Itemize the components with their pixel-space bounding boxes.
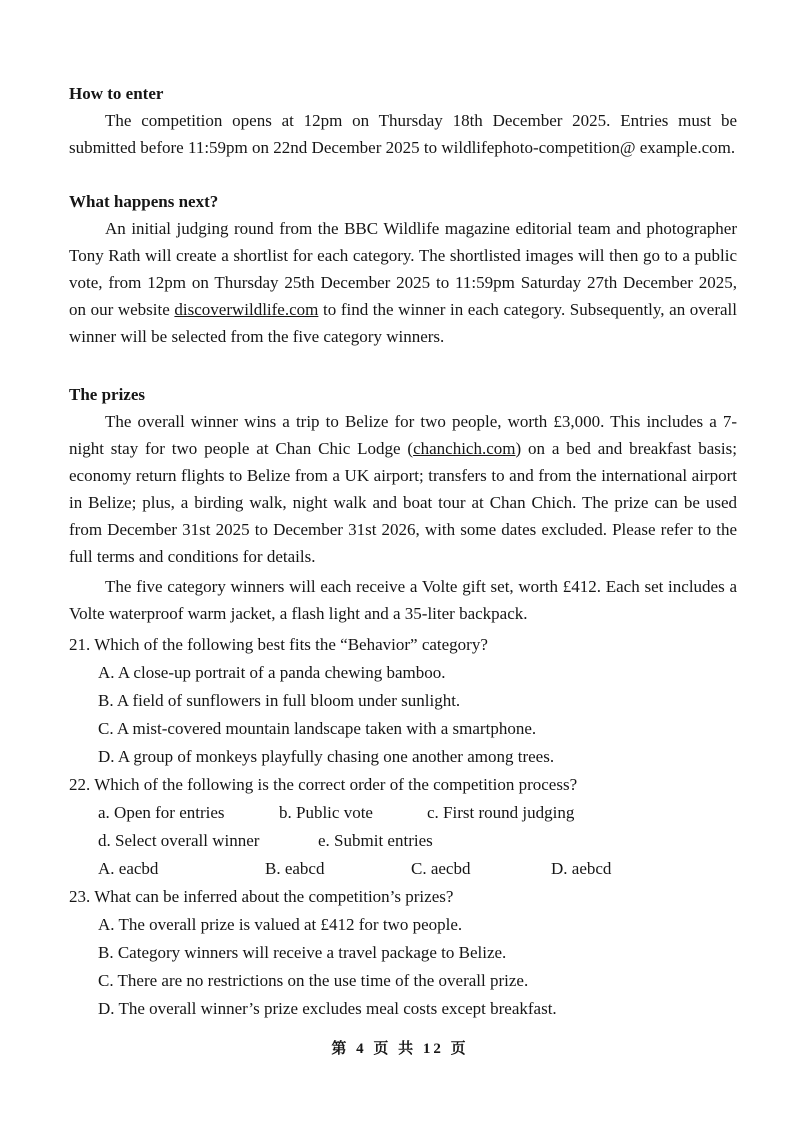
what-next-text-2: to find the winner in each category. Subsequently, an overall winner will be selected from the five category winners. [69,300,737,346]
question-22-step-b: b. Public vote [279,803,373,822]
question-21-stem: 21. Which of the following best fits the “Behavior” category? [69,635,488,654]
prizes-paragraph-2: The five category winners will each receive a Volte gift set, worth £412. Each set includes a Volte waterproof warm jacket, a flash light and a 35-liter backpack. [69,577,737,623]
question-22-step-e: e. Submit entries [318,831,433,850]
question-23-option-c[interactable]: C. There are no restrictions on the use time of the overall prize. [98,971,529,990]
question-23-option-d[interactable]: D. The overall winner’s prize excludes meal costs except breakfast. [98,999,557,1018]
question-22-stem: 22. Which of the following is the correct order of the competition process? [69,775,578,794]
question-22-step-c: c. First round judging [427,803,575,822]
question-22-option-c[interactable]: C. aecbd [411,859,471,878]
section-heading-what-next: What happens next? [69,192,219,211]
prizes-text-1: The overall winner wins a trip to Belize for two people, worth £3,000. This includes a 7-night stay for two people at Chan Chic Lodge ( [69,412,737,458]
section-heading-prizes: The prizes [69,385,146,404]
question-23-option-a[interactable]: A. The overall prize is valued at £412 for two people. [98,915,463,934]
question-21-option-c[interactable]: C. A mist-covered mountain landscape taken with a smartphone. [98,719,537,738]
question-22-step-a: a. Open for entries [98,803,225,822]
website-link[interactable]: discoverwildlife.com [174,300,319,319]
question-22-option-a[interactable]: A. eacbd [98,859,159,878]
page-number-footer: 第 4 页 共 12 页 [331,1041,469,1057]
question-22-option-d[interactable]: D. aebcd [551,859,612,878]
question-21-option-a[interactable]: A. A close-up portrait of a panda chewing bamboo. [98,663,446,682]
how-to-enter-text-1: The competition opens at 12pm on Thursday 18th December 2025. Entries must be submitted before 11:59pm on [69,111,737,157]
question-21-option-b[interactable]: B. A field of sunflowers in full bloom under sunlight. [98,691,461,710]
question-22-step-d: d. Select overall winner [98,831,260,850]
lodge-link[interactable]: chanchich.com [413,439,516,458]
question-21-option-d[interactable]: D. A group of monkeys playfully chasing one another among trees. [98,747,555,766]
section-heading-how-to-enter: How to enter [69,84,164,103]
prizes-paragraph-1 [69,408,737,570]
deadline-day: 22nd [273,138,308,157]
question-23-stem: 23. What can be inferred about the competition’s prizes? [69,887,454,906]
question-22-option-b[interactable]: B. eabcd [265,859,325,878]
how-to-enter-paragraph [69,107,737,161]
what-next-paragraph [69,215,737,350]
how-to-enter-text-2: December 2025 to wildlifephoto-competition@ example.com. [307,138,736,157]
prizes-text-2: ) on a bed and breakfast basis; economy return flights to Belize from a UK airport; transfers to and from the international airport in Belize; plus, a birding walk, night walk and boat tour at Chan Chich. The prize can be used from December 31st 2025 to December 31st 2026, with some dates excluded. Please refer to the full terms and conditions for details. [69,439,737,566]
question-23-option-b[interactable]: B. Category winners will receive a travel package to Belize. [98,943,507,962]
what-next-text-1: An initial judging round from the BBC Wildlife magazine editorial team and photographer Tony Rath will create a shortlist for each category. The shortlisted images will then go to a public vote, from 12pm on Thursday 25th December 2025 to 11:59pm Saturday 27th December 2025, on our website [69,219,737,319]
